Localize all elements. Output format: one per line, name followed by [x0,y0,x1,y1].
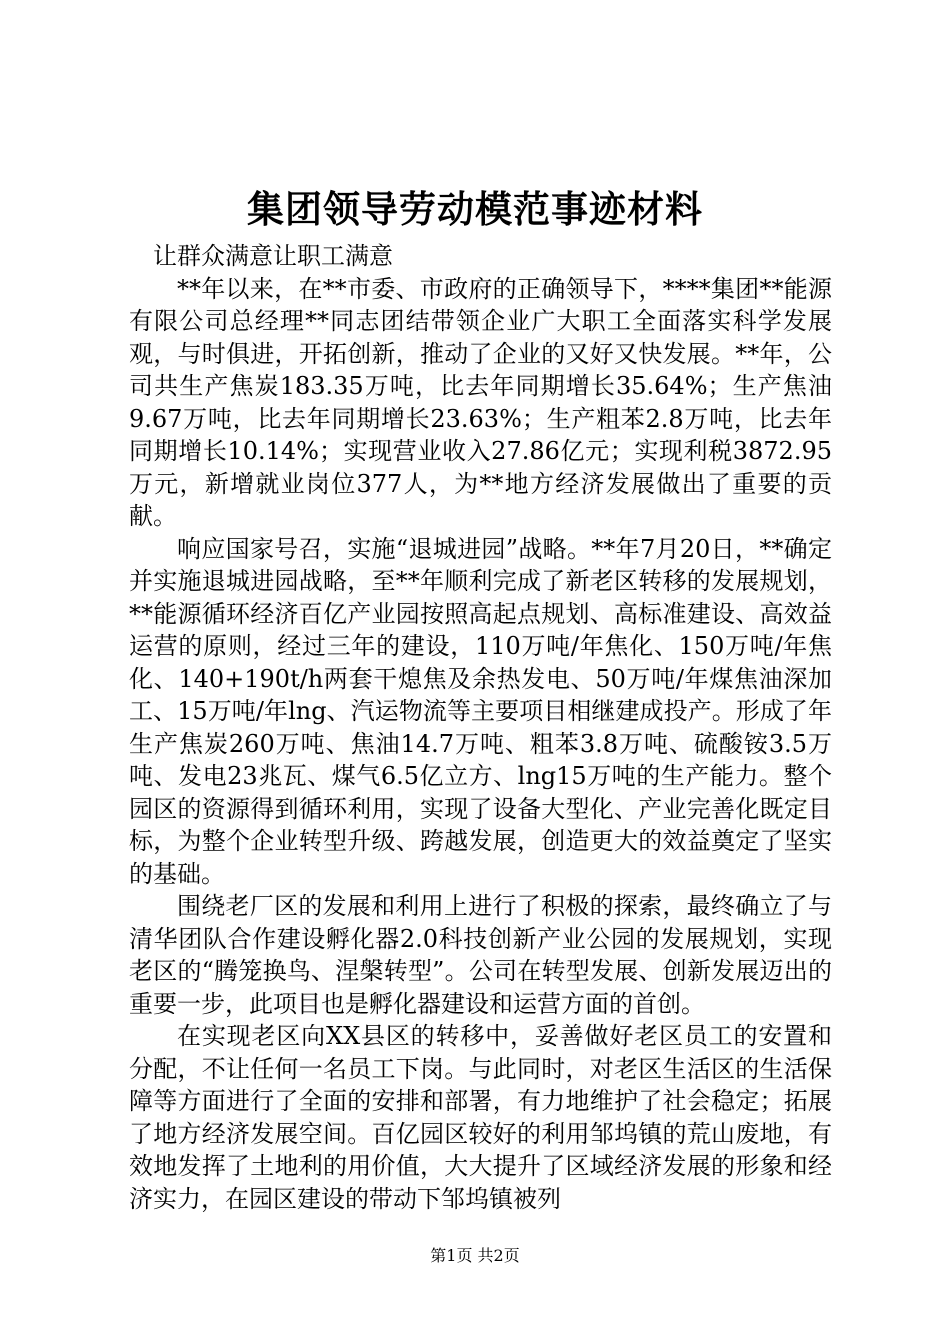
document-body [129,240,832,1215]
paragraph: 在实现老区向XX县区的转移中，妥善做好老区员工的安置和分配，不让任何一名员工下岗。与此同时，对老区生活区的生活保障等方面进行了全面的安排和部署，有力地维护了社会稳定；拓展了地方经济发展空间。百亿园区较好的利用邹坞镇的荒山废地，有效地发挥了土地利的用价值，大大提升了区域经济发展的形象和经济实力，在园区建设的带动下邹坞镇被列 [129,1022,832,1213]
paragraph: **年以来，在**市委、市政府的正确领导下，****集团**能源有限公司总经理**同志团结带领企业广大职工全面落实科学发展观，与时俱进，开拓创新，推动了企业的又好又快发展。**年，公司共生产焦炭183.35万吨，比去年同期增长35.64%；生产焦油9.67万吨，比去年同期增长23.63%；生产粗苯2.8万吨，比去年同期增长10.14%；实现营业收入27.86亿元；实现利税3872.95万元，新增就业岗位377人，为**地方经济发展做出了重要的贡献。 [129,274,832,530]
document-subtitle: 让群众满意让职工满意 [153,242,393,270]
document-title: 集团领导劳动模范事迹材料 [247,187,703,231]
page-footer: 第1页 共2页 [430,1246,520,1265]
paragraph: 响应国家号召，实施“退城进园”战略。**年7月20日，**确定并实施退城进园战略，至**年顺利完成了新老区转移的发展规划，**能源循环经济百亿产业园按照高起点规划、高标准建设、高效益运营的原则，经过三年的建设，110万吨/年焦化、150万吨/年焦化、140+190t/h两套干熄焦及余热发电、50万吨/年煤焦油深加工、15万吨/年lng、汽运物流等主要项目相继建成投产。形成了年生产焦炭260万吨、焦油14.7万吨、粗苯3.8万吨、硫酸铵3.5万吨、发电23兆瓦、煤气6.5亿立方、lng15万吨的生产能力。整个园区的资源得到循环利用，实现了设备大型化、产业完善化既定目标，为整个企业转型升级、跨越发展，创造更大的效益奠定了坚实的基础。 [129,534,832,888]
paragraph: 围绕老厂区的发展和利用上进行了积极的探索，最终确立了与清华团队合作建设孵化器2.0科技创新产业公园的发展规划，实现老区的“腾笼换鸟、涅槃转型”。公司在转型发展、创新发展迈出的重要一步，此项目也是孵化器建设和运营方面的首创。 [129,892,832,1018]
